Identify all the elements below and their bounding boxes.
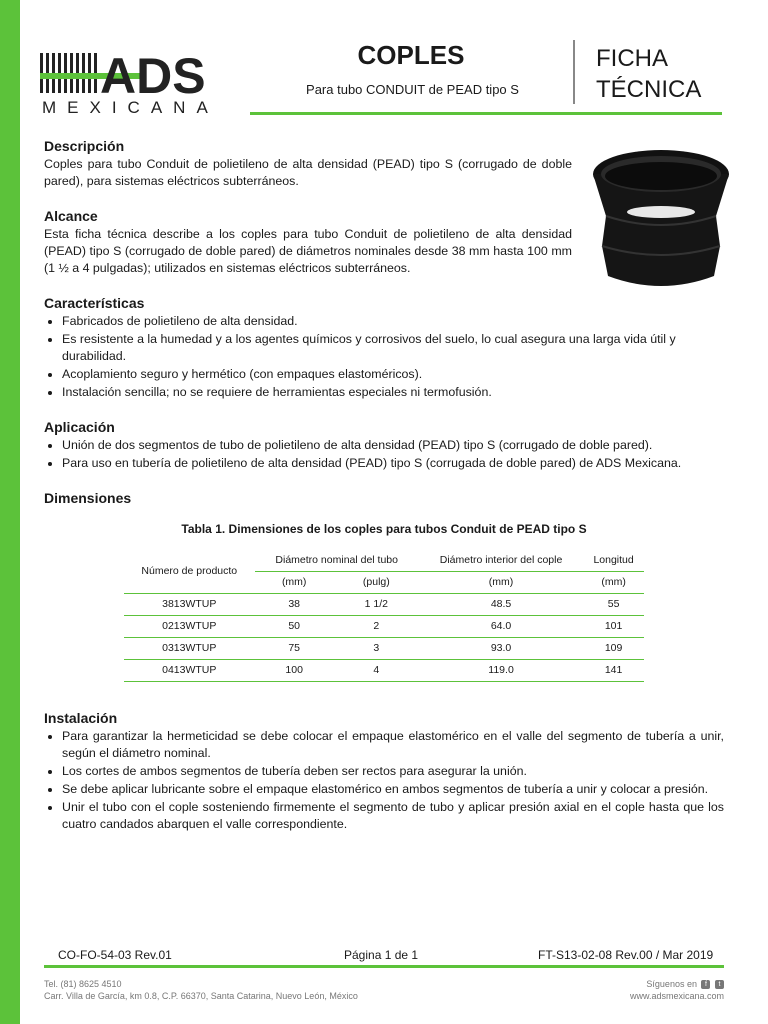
cell-value: 75 [255,638,334,660]
left-accent-bar [0,0,20,1024]
text-descripcion: Coples para tubo Conduit de polietileno de alta densidad (PEAD) tipo S (corrugado de doble pared), para sistemas eléctricos subterráneos. [44,157,572,188]
cell-value: 48.5 [419,594,583,616]
footer-contact [44,978,358,1002]
heading-instalacion: Instalación [44,710,118,726]
list-instalacion [44,728,724,833]
list-item: • Unión de dos segmentos de tubo de polietileno de alta densidad (PEAD) tipo S (corrugado de doble pared). [62,437,724,454]
cell-value: 1 1/2 [334,594,419,616]
logo-word: ADS [100,48,206,104]
footer-rule [44,965,724,968]
footer-follow [630,978,724,990]
col-header-interior: Diámetro interior del cople [419,550,583,572]
col-header-product: Número de producto [124,550,255,594]
section-dimensiones [44,490,724,682]
list-item: • Los cortes de ambos segmentos de tubería deben ser rectos para asegurar la unión. [62,763,724,780]
footer-page-number: Página 1 de 1 [344,948,419,962]
footer-social [630,978,724,1002]
header-rule [250,112,722,115]
cell-value: 109 [583,638,644,660]
footer-address: Carr. Villa de García, km 0.8, C.P. 66370, Santa Catarina, Nuevo León, México [44,991,358,1001]
footer-form-code: CO-FO-54-03 Rev.01 [58,948,172,962]
doc-type [596,43,701,105]
table-row [124,660,644,682]
list-item: • Es resistente a la humedad y a los agentes químicos y corrosivos del suelo, lo cual asegura una larga vida útil y durabilidad. [62,331,724,365]
document-title: COPLES [357,40,465,70]
text-alcance: Esta ficha técnica describe a los coples para tubo Conduit de polietileno de alta densidad (PEAD) tipo S (corrugado de doble pared) de diámetros nominales desde 38 mm hasta 100 mm (1 ½ a 4 pulgadas); utilizados en sistemas eléctricos subterráneos. [44,227,572,275]
dimensions-table [124,550,644,682]
logo-subtitle: MEXICANA [42,98,219,117]
list-aplicacion [44,437,724,472]
cell-value: 55 [583,594,644,616]
table-row [124,616,644,638]
section-caracteristicas [44,295,724,401]
section-alcance [44,208,724,277]
cell-value: 3 [334,638,419,660]
section-descripcion [44,138,724,190]
unit-label: (mm) [419,572,583,594]
list-item: • Se debe aplicar lubricante sobre el empaque elastomérico en ambos segmentos de tubería a unir y colocar a presión. [62,781,724,798]
heading-dimensiones: Dimensiones [44,490,132,506]
heading-descripcion: Descripción [44,138,125,154]
list-item: • Para uso en tubería de polietileno de alta densidad (PEAD) tipo S (corrugada de doble pared) de ADS Mexicana. [62,455,724,472]
doc-type-line1: FICHA [596,45,668,72]
footer-website[interactable]: www.adsmexicana.com [629,991,724,1001]
table-row [124,638,644,660]
heading-alcance: Alcance [44,208,98,224]
unit-label: (mm) [255,572,334,594]
cell-value: 4 [334,660,419,682]
cell-value: 119.0 [419,660,583,682]
follow-label: Síguenos en [646,979,697,989]
unit-label: (mm) [583,572,644,594]
cell-value: 50 [255,616,334,638]
cell-value: 64.0 [419,616,583,638]
cell-product: 3813WTUP [124,594,255,616]
footer-doc-code: FT-S13-02-08 Rev.00 / Mar 2019 [538,948,714,962]
document-body [44,138,724,851]
cell-product: 0213WTUP [124,616,255,638]
heading-aplicacion: Aplicación [44,419,115,435]
list-caracteristicas [44,313,724,401]
section-aplicacion [44,419,724,472]
table-title: Tabla 1. Dimensiones de los coples para tubos Conduit de PEAD tipo S [181,522,587,536]
header-divider [573,40,575,104]
document-subtitle: Para tubo CONDUIT de PEAD tipo S [306,82,519,97]
cell-product: 0413WTUP [124,660,255,682]
footer-phone: Tel. (81) 8625 4510 [44,979,122,989]
cell-value: 141 [583,660,644,682]
cell-value: 2 [334,616,419,638]
doc-type-line2: TÉCNICA [596,76,702,103]
list-item: • Instalación sencilla; no se requiere de herramientas especiales ni termofusión. [62,384,724,401]
cell-product: 0313WTUP [124,638,255,660]
twitter-icon[interactable]: t [715,980,724,989]
heading-caracteristicas: Características [44,295,145,311]
cell-value: 93.0 [419,638,583,660]
facebook-icon[interactable]: f [701,980,710,989]
list-item: • Acoplamiento seguro y hermético (con empaques elastoméricos). [62,366,724,383]
cell-value: 100 [255,660,334,682]
col-header-length: Longitud [583,550,644,572]
list-item: • Unir el tubo con el cople sosteniendo firmemente el segmento de tubo y aplicar presión axial en el cople hasta que los cuatro candados abarquen el valle correspondiente. [62,799,724,833]
list-item: • Para garantizar la hermeticidad se debe colocar el empaque elastomérico en el valle del segmento de tubería a unir, según el diámetro nominal. [62,728,724,762]
section-instalacion [44,710,724,833]
cell-value: 38 [255,594,334,616]
unit-label: (pulg) [334,572,419,594]
cell-value: 101 [583,616,644,638]
table-row [124,594,644,616]
list-item: • Fabricados de polietileno de alta densidad. [62,313,724,330]
col-header-nominal: Diámetro nominal del tubo [255,550,419,572]
